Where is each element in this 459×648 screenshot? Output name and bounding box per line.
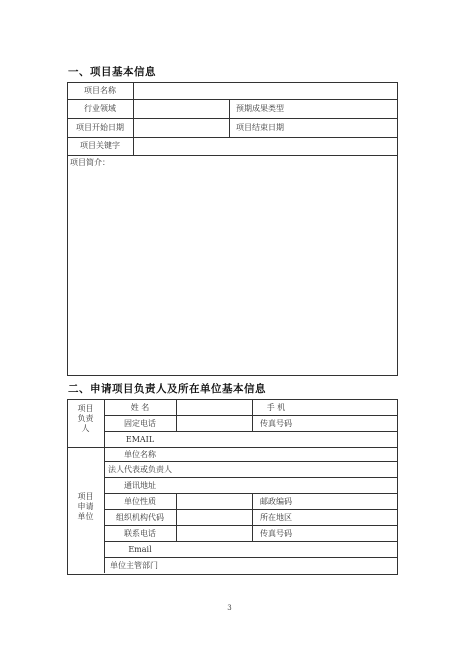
leader-name-field[interactable] — [177, 400, 252, 415]
start-date-label: 项目开始日期 — [76, 123, 124, 132]
leader-mobile-field[interactable] — [300, 400, 396, 415]
section-title-basic-info: 一、项目基本信息 — [68, 66, 156, 78]
org-code-field[interactable] — [177, 510, 252, 525]
address-field[interactable] — [177, 478, 396, 493]
project-name-label: 项目名称 — [84, 86, 116, 95]
leader-group-label: 项目 负责 人 — [77, 404, 94, 433]
address-label: 通讯地址 — [124, 481, 156, 490]
unit-name-field[interactable] — [177, 448, 396, 461]
intro-label: 项目简介： — [70, 158, 110, 167]
end-date-label: 项目结束日期 — [236, 123, 284, 132]
industry-label: 行业领域 — [84, 104, 116, 113]
postcode-field[interactable] — [300, 494, 396, 509]
region-field[interactable] — [300, 510, 396, 525]
leader-email-label: EMAIL — [125, 435, 155, 444]
unit-nature-field[interactable] — [177, 494, 252, 509]
end-date-field[interactable] — [300, 119, 396, 137]
unit-fax-field[interactable] — [300, 526, 396, 541]
leader-mobile-label: 手 机 — [266, 403, 286, 412]
outcome-type-label: 预期成果类型 — [236, 104, 284, 113]
start-date-field[interactable] — [134, 119, 229, 137]
legal-rep-field[interactable] — [200, 462, 396, 477]
keywords-field[interactable] — [134, 138, 396, 155]
leader-fax-label: 传真号码 — [260, 419, 292, 428]
region-label: 所在地区 — [260, 513, 292, 522]
project-name-field[interactable] — [134, 83, 396, 99]
industry-field[interactable] — [134, 100, 229, 118]
keywords-label: 项目关键字 — [80, 141, 120, 150]
leader-fax-field[interactable] — [300, 416, 396, 431]
unit-group-label: 项目 申请 单位 — [77, 492, 94, 521]
page-number: 3 — [227, 604, 232, 612]
legal-rep-label: 法人代表或负责人 — [108, 465, 172, 474]
unit-email-field[interactable] — [177, 542, 396, 557]
org-code-label: 组织机构代码 — [116, 513, 164, 522]
unit-nature-label: 单位性质 — [124, 497, 156, 506]
section-title-applicant-info: 二、申请项目负责人及所在单位基本信息 — [68, 383, 266, 395]
leader-email-field[interactable] — [177, 432, 396, 447]
leader-name-label: 姓 名 — [130, 403, 150, 412]
postcode-label: 邮政编码 — [260, 497, 292, 506]
supervising-dept-label: 单位主管部门 — [110, 561, 158, 570]
leader-phone-field[interactable] — [177, 416, 252, 431]
supervising-dept-field[interactable] — [177, 558, 396, 573]
leader-phone-label: 固定电话 — [124, 419, 156, 428]
contact-phone-field[interactable] — [177, 526, 252, 541]
unit-fax-label: 传真号码 — [260, 529, 292, 538]
intro-textarea[interactable] — [68, 170, 396, 373]
unit-name-label: 单位名称 — [124, 450, 156, 459]
unit-email-label: Email — [128, 545, 152, 554]
contact-phone-label: 联系电话 — [124, 529, 156, 538]
outcome-type-field[interactable] — [300, 100, 396, 118]
